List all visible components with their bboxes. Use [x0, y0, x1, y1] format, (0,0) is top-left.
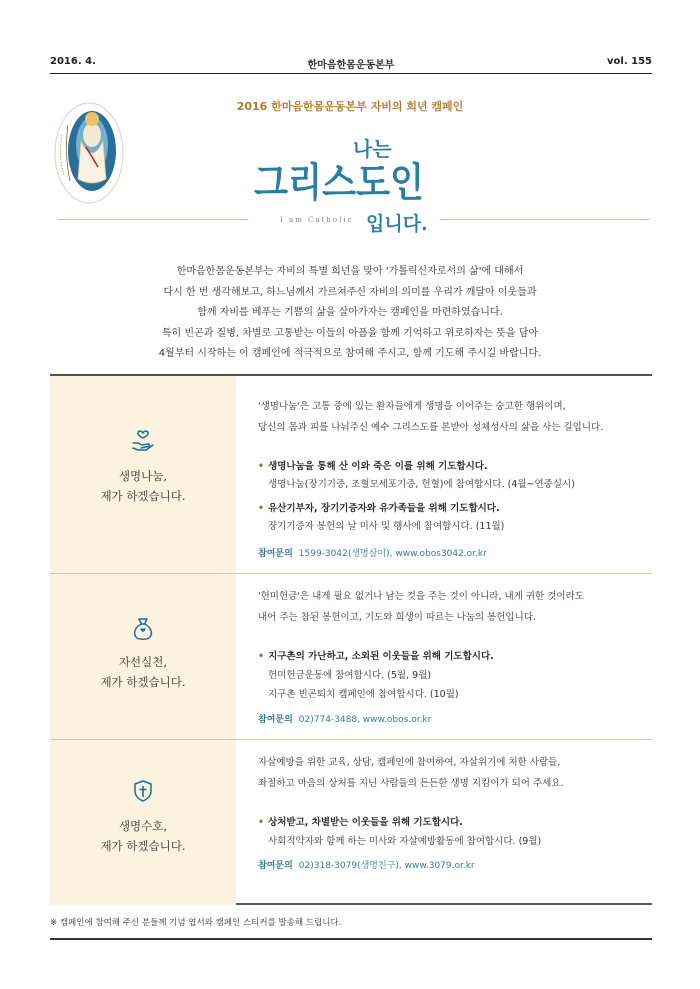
hero-line3: 입니다.: [366, 213, 428, 235]
section-label-line2: 제가 하겠습니다.: [100, 675, 186, 689]
page-header: [50, 52, 652, 74]
section-label-line1: 생명나눔,: [118, 469, 168, 483]
section-description: '헌미헌금'은 내게 필요 없거나 남는 것을 주는 것이 아니라, 내게 귀한 것이라도 내어 주는 참된 봉헌이고, 기도와 희생이 따르는 나눔의 봉헌입니다.: [258, 591, 584, 623]
contact-info: [258, 712, 431, 725]
section-life-sharing: [50, 376, 652, 574]
intro-line: 한마음한몸운동본부는 자비의 특별 희년을 맞아 '가톨릭신자로서의 삶'에 대해서: [176, 266, 524, 277]
contact-info: [258, 858, 475, 871]
section-label-line2: 제가 하겠습니다.: [100, 839, 186, 853]
hero-divider-left: [58, 219, 248, 220]
hero-title: [248, 130, 438, 240]
intro-text: [130, 262, 570, 365]
hand-heart-icon: [130, 428, 156, 454]
issue-date: 2016. 4.: [50, 56, 96, 67]
section-description: 자살예방을 위한 교육, 상담, 캠페인에 참여하여, 자살위기에 처한 사람들, 좌절하고 마음의 상처를 지닌 사람들의 든든한 생명 지킴이가 되어 주세요.: [258, 757, 564, 789]
contact-info: [258, 546, 487, 559]
section-life-protection: [50, 740, 652, 905]
intro-line: 특히 빈곤과 질병, 차별로 고통받는 이들의 아픔을 함께 기억하고 위로하자는 뜻을 담아: [161, 327, 539, 339]
section-label: [50, 466, 236, 506]
contact-value: 02)774-3488, www.obos.or.kr: [298, 715, 432, 725]
shield-cross-icon: [130, 778, 156, 804]
bullet-detail: 장기기증자 봉헌의 날 미사 및 행사에 참여합시다. (11월): [268, 521, 505, 532]
hero-latin: I am Catholic: [280, 216, 354, 224]
intro-line: 4월부터 시작하는 이 캠페인에 적극적으로 참여해 주시고, 함께 기도해 주시길 바랍니다.: [158, 348, 542, 359]
section-label-line1: 생명수호,: [118, 819, 168, 833]
publication-title: 한마음한몸운동본부: [307, 60, 395, 71]
money-bag-icon: [130, 616, 156, 642]
section-charity: [50, 574, 652, 740]
bullet-detail: 사회적약자와 함께 하는 미사와 자살예방활동에 참여합시다. (9월): [268, 836, 542, 847]
contact-label: 참여문의: [258, 861, 293, 871]
bullet-detail: 헌미헌금운동에 참여합시다. (5월, 9월): [268, 670, 432, 681]
section-description: '생명나눔'은 고통 중에 있는 환자들에게 생명을 이어주는 숭고한 행위이며, 당신의 몸과 피를 나눠주신 예수 그리스도를 본받아 성체성사의 삶을 사는 길입니다.: [258, 401, 604, 433]
section-header-panel: [50, 574, 236, 739]
section-label: [50, 652, 236, 692]
contact-label: 참여문의: [258, 549, 293, 559]
intro-line: 함께 자비를 베푸는 기쁨의 삶을 살아가자는 캠페인을 마련하였습니다.: [197, 307, 503, 318]
section-header-panel: [50, 376, 236, 573]
intro-line: 다시 한 번 생각해보고, 하느님께서 가르쳐주신 자비의 의미를 우리가 깨달아 이웃들과: [163, 286, 537, 298]
prayer-bullet: • 지구촌의 가난하고, 소외된 이웃들을 위해 기도합시다.: [258, 648, 494, 662]
contact-label: 참여문의: [258, 715, 293, 725]
hero-line1: 나는: [353, 137, 392, 161]
prayer-bullet: • 상처받고, 차별받는 이웃들을 위해 기도합시다.: [258, 814, 463, 828]
contact-value: 02)318-3079(생명친구), www.3079.or.kr: [298, 861, 475, 871]
hero-divider-right: [440, 219, 650, 220]
volume-number: vol. 155: [607, 56, 652, 67]
bullet-detail: 지구촌 빈곤퇴치 캠페인에 참여합시다. (10월): [268, 689, 459, 700]
hero-line2: 그리스도인: [254, 159, 424, 206]
contact-value: 1599-3042(생명살이), www.obos3042.or.kr: [298, 549, 487, 559]
section-header-panel: [50, 740, 236, 905]
campaign-table: [50, 374, 652, 905]
footnote: ※ 캠페인에 참여해 주신 분들께 기념 엽서와 캠페인 스티커를 발송해 드립니다.: [50, 918, 342, 928]
prayer-bullet: • 생명나눔을 통해 산 이와 죽은 이를 위해 기도합시다.: [258, 458, 488, 472]
section-label: [50, 816, 236, 856]
prayer-bullet: • 유산기부자, 장기기증자와 유가족들을 위해 기도합시다.: [258, 500, 500, 514]
bottom-rule: [50, 938, 652, 940]
section-label-line1: 자선실천,: [118, 655, 168, 669]
bullet-detail: 생명나눔(장기기증, 조혈모세포기증, 헌혈)에 참여합시다. (4월~연중실시): [268, 479, 575, 490]
campaign-subtitle: 2016 한마음한몸운동본부 자비의 희년 캠페인: [236, 100, 464, 113]
section-label-line2: 제가 하겠습니다.: [100, 489, 186, 503]
